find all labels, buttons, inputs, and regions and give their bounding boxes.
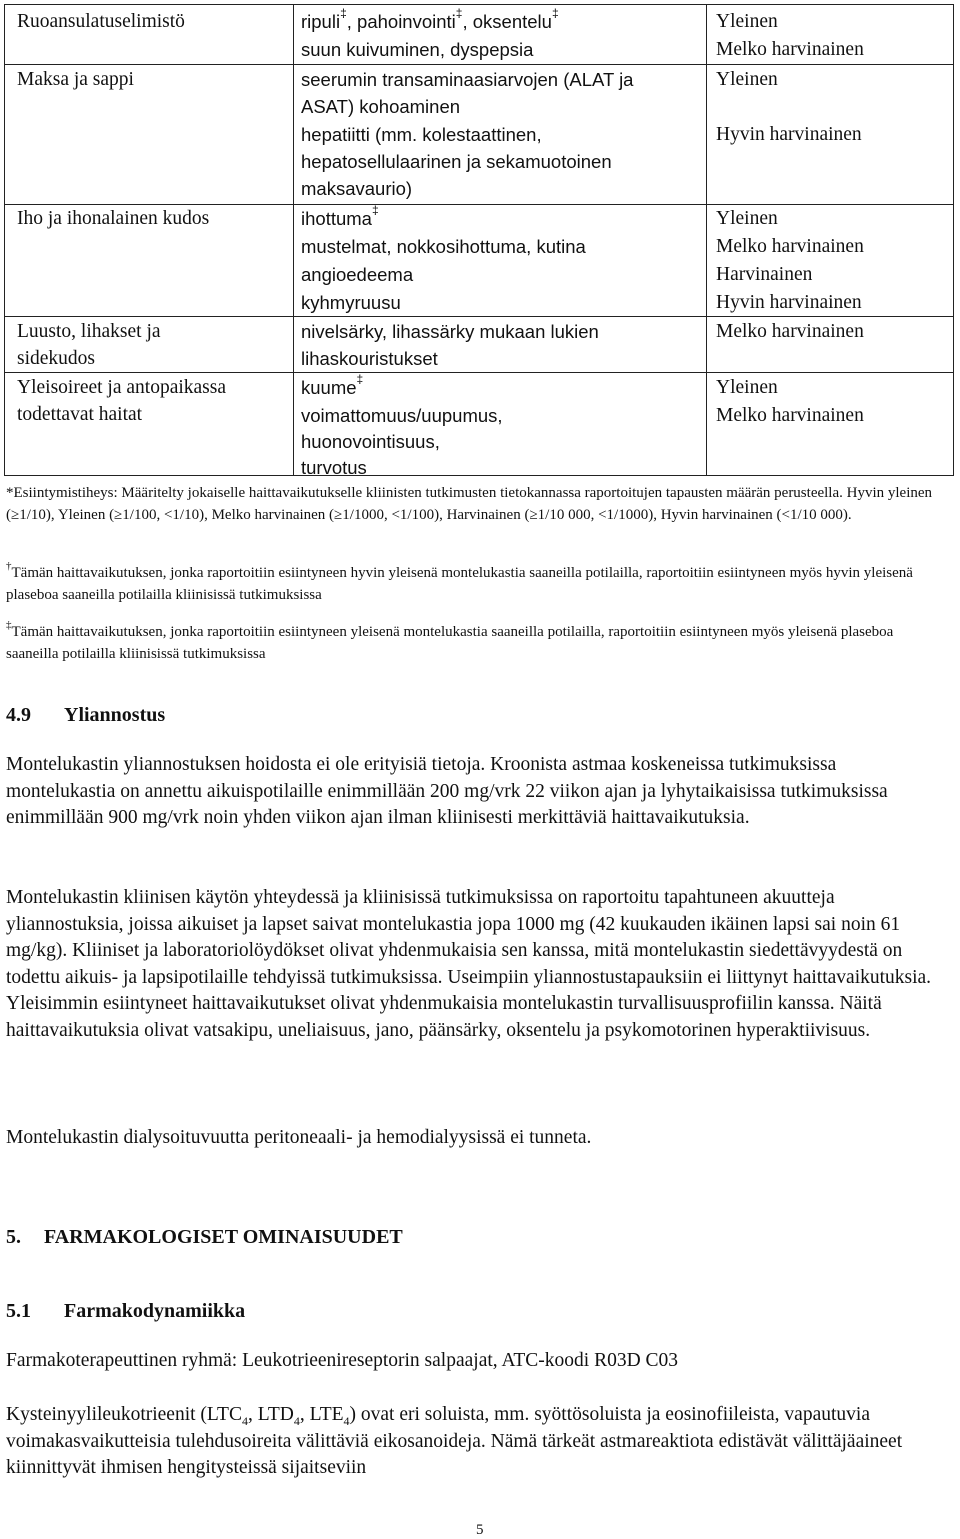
effect-text: suun kuivuminen, dyspepsia (301, 39, 534, 60)
effect-text: mustelmat, nokkosihottuma, kutina (301, 236, 586, 257)
organ-class: Iho ja ihonalainen kudos (17, 208, 210, 229)
effect-text: maksavaurio) (301, 178, 413, 199)
effect-text: nivelsärky, lihassärky mukaan lukien (301, 321, 599, 342)
frequency: Melko harvinainen (716, 39, 864, 60)
paragraph: Montelukastin kliinisen käytön yhteydessä ja kliinisissä tutkimuksissa on raportoitu tapahtuneen akuutteja yliannostuksia, joissa aikuiset ja lapset saivat montelukastia jopa 1000 mg (42 kuukauden ikäinen lapsi sai noin 61 mg/kg). Kliiniset ja laboratoriolöydökset olivat yhdenmukaisia sen kanssa, mitä montelukastin siedettävyydestä on todettu aikuis- ja lapsipotilaille tehdyissä tutkimuksissa. Useimpiin yliannostustapauksiin ei liittynyt haittavaikutuksia. Yleisimmin esiintyneet haittavaikutukset olivat yhdenmukaisia montelukastin turvallisuusprofiilin kanssa. Näitä haittavaikutuksia olivat vatsakipu, uneliaisuus, jano, päänsärky, oksentelu ja psykomotorinen hyperaktiivisuus. (6, 887, 932, 1041)
table-divider (293, 5, 294, 475)
section-heading: 5. FARMAKOLOGISET OMINAISUUDET (6, 1226, 403, 1248)
section-heading: 4.9 Yliannostus (6, 704, 166, 726)
effect-text: voimattomuus/uupumus, (301, 405, 503, 426)
effect-text: ripuli‡, pahoinvointi‡, oksentelu‡ (301, 5, 559, 32)
organ-class: Luusto, lihakset ja (17, 321, 161, 342)
dagger-footnote: †Tämän haittavaikutuksen, jonka raportoitiin esiintyneen hyvin yleisenä montelukastia saaneilla potilailla, raportoitiin esiintyneen myös hyvin yleisenä plaseboa saaneilla potilailla kliinisissä tutkimuksissa (6, 560, 913, 603)
table-divider (706, 5, 707, 475)
effect-text: lihaskouristukset (301, 348, 438, 369)
effect-text: ASAT) kohoaminen (301, 96, 461, 117)
frequency: Hyvin harvinainen (716, 292, 862, 313)
effect-text: turvotus (301, 457, 367, 478)
paragraph: Kysteinyylileukotrieenit ($LTC_4$, $LTD_4$, $LTE_4$) ovat eri soluista, mm. syöttösoluista ja eosinofiileista, vapautuvia voimakasvaikutteisia tulehdusoireita välittäviä eikosanoideja. Nämä tärkeät astmareaktiota edistävät välittäjäaineet kiinnittyvät ihmisen hengitysteissä sijaitseviin (6, 1404, 903, 1478)
frequency: Yleinen (716, 69, 778, 90)
effect-text: kyhmyruusu (301, 292, 401, 313)
organ-class: Maksa ja sappi (17, 69, 134, 90)
effect-text: seerumin transaminaasiarvojen (ALAT ja (301, 69, 634, 90)
effect-text: huonovointisuus, (301, 431, 440, 452)
frequency: Melko harvinainen (716, 321, 864, 342)
paragraph: Farmakoterapeuttinen ryhmä: Leukotrieenireseptorin salpaajat, ATC-koodi R03D C03 (6, 1350, 679, 1371)
organ-class: Ruoansulatuselimistö (17, 11, 185, 32)
section-heading: 5.1 Farmakodynamiikka (6, 1300, 246, 1322)
effect-text: hepatosellulaarinen ja sekamuotoinen (301, 151, 612, 172)
frequency: Harvinainen (716, 264, 813, 285)
double-dagger-footnote: ‡Tämän haittavaikutuksen, jonka raportoitiin esiintyneen yleisenä montelukastia saaneilla potilailla, raportoitiin esiintyneen myös yleisenä plaseboa saaneilla potilailla kliinisissä tutkimuksissa (6, 619, 894, 662)
effect-text: ihottuma‡ (301, 202, 379, 229)
table-divider (5, 316, 953, 317)
table-divider (5, 64, 953, 65)
frequency: Yleinen (716, 377, 778, 398)
effect-text: hepatiitti (mm. kolestaattinen, (301, 124, 542, 145)
effect-text: kuume‡ (301, 371, 364, 398)
frequency: Yleinen (716, 11, 778, 32)
organ-class: sidekudos (17, 348, 95, 369)
frequency: Melko harvinainen (716, 236, 864, 257)
frequency: Yleinen (716, 208, 778, 229)
adverse-effects-table (4, 4, 954, 476)
frequency: Hyvin harvinainen (716, 124, 862, 145)
paragraph: Montelukastin yliannostuksen hoidosta ei ole erityisiä tietoja. Kroonista astmaa koskeneissa tutkimuksissa montelukastia on annettu aikuispotilaille enimmillään 200 mg/vrk 22 viikon ajan ja lyhytaikaisissa tutkimuksissa enimmillään 900 mg/vrk noin yhden viikon ajan ilman kliinisesti merkittäviä haittavaikutuksia. (6, 754, 888, 828)
table-divider (5, 372, 953, 373)
organ-class: Yleisoireet ja antopaikassa (17, 377, 227, 398)
organ-class: todettavat haitat (17, 404, 143, 425)
paragraph: Montelukastin dialysoituvuutta peritoneaali- ja hemodialyysissä ei tunneta. (6, 1127, 592, 1148)
page-number: 5 (476, 1522, 484, 1538)
frequency: Melko harvinainen (716, 405, 864, 426)
frequency-footnote: *Esiintymistiheys: Määritelty jokaiselle haittavaikutukselle kliinisten tutkimusten tietokannassa raportoitujen tapausten määrän perusteella. Hyvin yleinen (≥1/10), Yleinen (≥1/100, <1/10), Melko harvinainen (≥1/1000, <1/100), Harvinainen (≥1/10 000, <1/1000), Hyvin harvinainen (<1/10 000). (6, 485, 933, 523)
effect-text: angioedeema (301, 264, 414, 285)
